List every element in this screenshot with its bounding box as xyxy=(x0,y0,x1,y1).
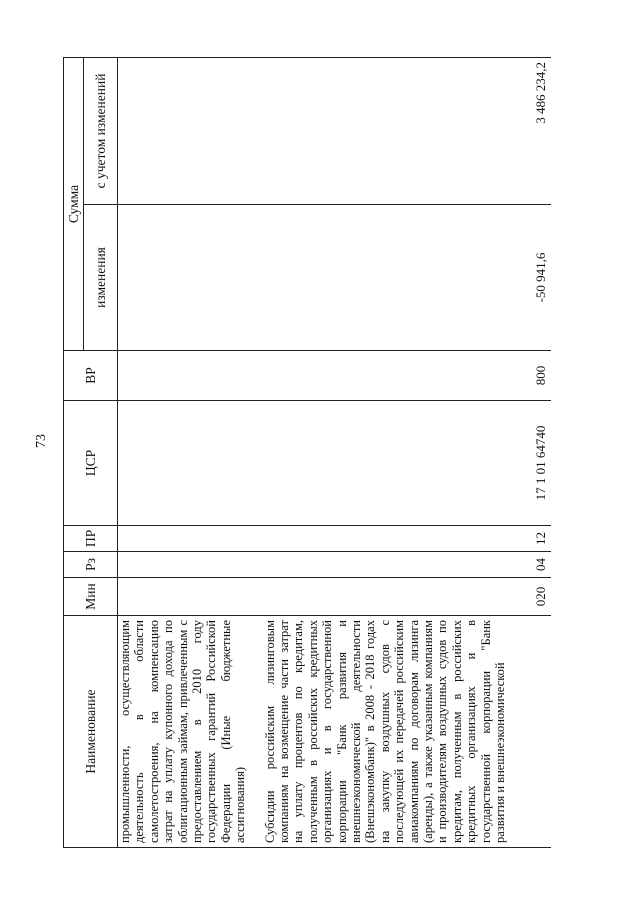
row-with-change-cell xyxy=(118,57,263,204)
header-csr: ЦСР xyxy=(64,401,118,526)
header-pr: ПР xyxy=(64,526,118,552)
row-name-cell: промышленности, осуществляющим деятельность в области самолетостроения, на компенсацию затрат на уплату купонного дохода по облигационным займам, привлеченным с предоставлением в 2010 году государственных гарантий Российской Федерации (Иные бюджетные ассигнования) xyxy=(118,616,263,848)
header-rz: Рз xyxy=(64,552,118,578)
row-csr-cell: 17 1 01 64740 xyxy=(263,401,551,526)
header-name: Наименование xyxy=(64,616,118,848)
row-name-cell: Субсидии российским лизинговым компаниям на возмещение части затрат на уплату процентов по кредитам, полученным в российских кредитных организациях и в государственной корпорации "Банк развития и внешнеэкономической деятельности (Внешэкономбанк)" в 2008 - 2018 годах на закупку воздушных судов с последующей их передачей российским авиакомпаниям по договорам лизинга (аренды), а также указанным компаниям и производителям воздушных судов по кредитам, полученным в российских кредитных организациях и в государственной корпорации "Банк развития и внешнеэкономической xyxy=(263,616,551,848)
row-vr-cell: 800 xyxy=(263,351,551,401)
table-row xyxy=(118,57,263,847)
row-change-cell xyxy=(118,205,263,351)
budget-table xyxy=(63,57,551,848)
header-min: Мин xyxy=(64,578,118,616)
page-number: 73 xyxy=(34,434,49,448)
header-change: изменения xyxy=(84,205,118,351)
header-with-change: с учетом изменений xyxy=(84,57,118,204)
row-min-cell xyxy=(118,578,263,616)
row-vr-cell xyxy=(118,351,263,401)
row-with-change-cell: 3 486 234,2 xyxy=(263,57,551,204)
row-csr-cell xyxy=(118,401,263,526)
row-min-cell: 020 xyxy=(263,578,551,616)
header-sum-group: Сумма xyxy=(64,57,84,350)
row-pr-cell xyxy=(118,526,263,552)
row-rz-cell: 04 xyxy=(263,552,551,578)
table-row xyxy=(263,57,551,847)
rotated-table-container xyxy=(63,58,640,848)
row-rz-cell xyxy=(118,552,263,578)
header-vr: ВР xyxy=(64,351,118,401)
row-pr-cell: 12 xyxy=(263,526,551,552)
row-change-cell: -50 941,6 xyxy=(263,205,551,351)
